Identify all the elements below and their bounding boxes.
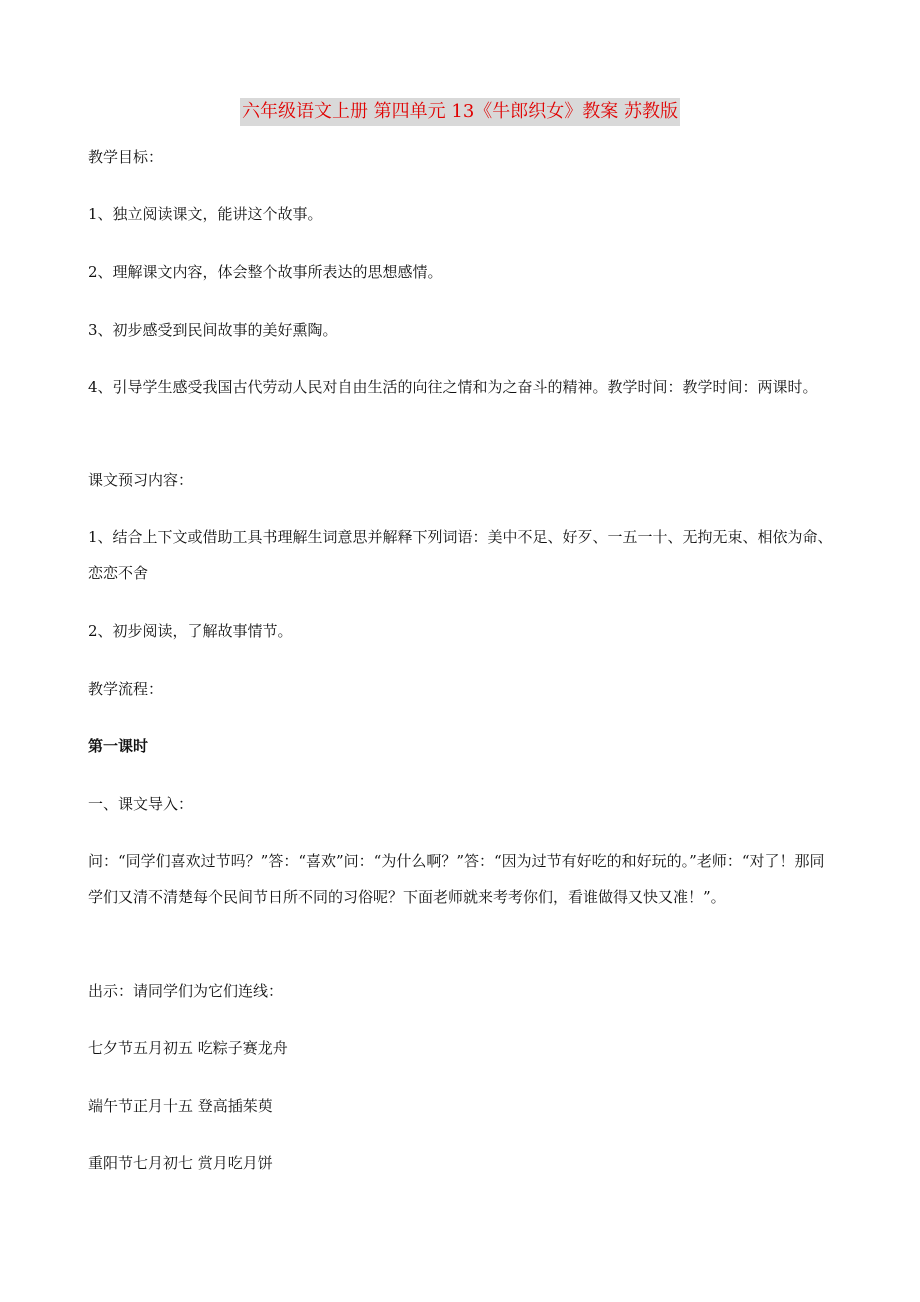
paragraph-intro-heading: 一、课文导入： xyxy=(88,795,194,813)
paragraph-match-1: 七夕节五月初五 吃粽子赛龙舟 xyxy=(88,1039,288,1057)
paragraph-first-lesson: 第一课时 xyxy=(88,737,149,755)
paragraph-goal-2: 2、理解课文内容，体会整个故事所表达的思想感情。 xyxy=(88,263,443,281)
paragraph-process-heading: 教学流程： xyxy=(88,680,164,698)
paragraph-preview-2: 2、初步阅读，了解故事情节。 xyxy=(88,622,293,640)
title-container xyxy=(0,98,920,126)
paragraph-preview-heading: 课文预习内容： xyxy=(88,471,194,489)
paragraph-preview-1: 1、结合上下文或借助工具书理解生词意思并解释下列词语：美中不足、好歹、一五一十、无拘无束、相依为命、恋恋不舍 xyxy=(88,528,833,582)
paragraph-match-2: 端午节正月十五 登高插茱萸 xyxy=(88,1097,273,1115)
document-title: 六年级语文上册 第四单元 13《牛郎织女》教案 苏教版 xyxy=(240,98,680,126)
paragraph-dialogue: 问：“同学们喜欢过节吗？”答：“喜欢”问：“为什么啊？”答：“因为过节有好吃的和好玩的。”老师：“对了！那同学们又清不清楚每个民间节日所不同的习俗呢？下面老师就来考考你们，看谁做得又快又准！”。 xyxy=(88,852,825,906)
paragraph-goal-1: 1、独立阅读课文，能讲这个故事。 xyxy=(88,205,323,223)
paragraph-match-3: 重阳节七月初七 赏月吃月饼 xyxy=(88,1154,273,1172)
paragraph-goal-4: 4、引导学生感受我国古代劳动人民对自由生活的向往之情和为之奋斗的精神。教学时间：教学时间：两课时。 xyxy=(88,378,818,396)
paragraph-show-matching: 出示：请同学们为它们连线： xyxy=(88,982,284,1000)
paragraph-teaching-goals-heading: 教学目标： xyxy=(88,148,164,166)
paragraph-goal-3: 3、初步感受到民间故事的美好熏陶。 xyxy=(88,321,338,339)
